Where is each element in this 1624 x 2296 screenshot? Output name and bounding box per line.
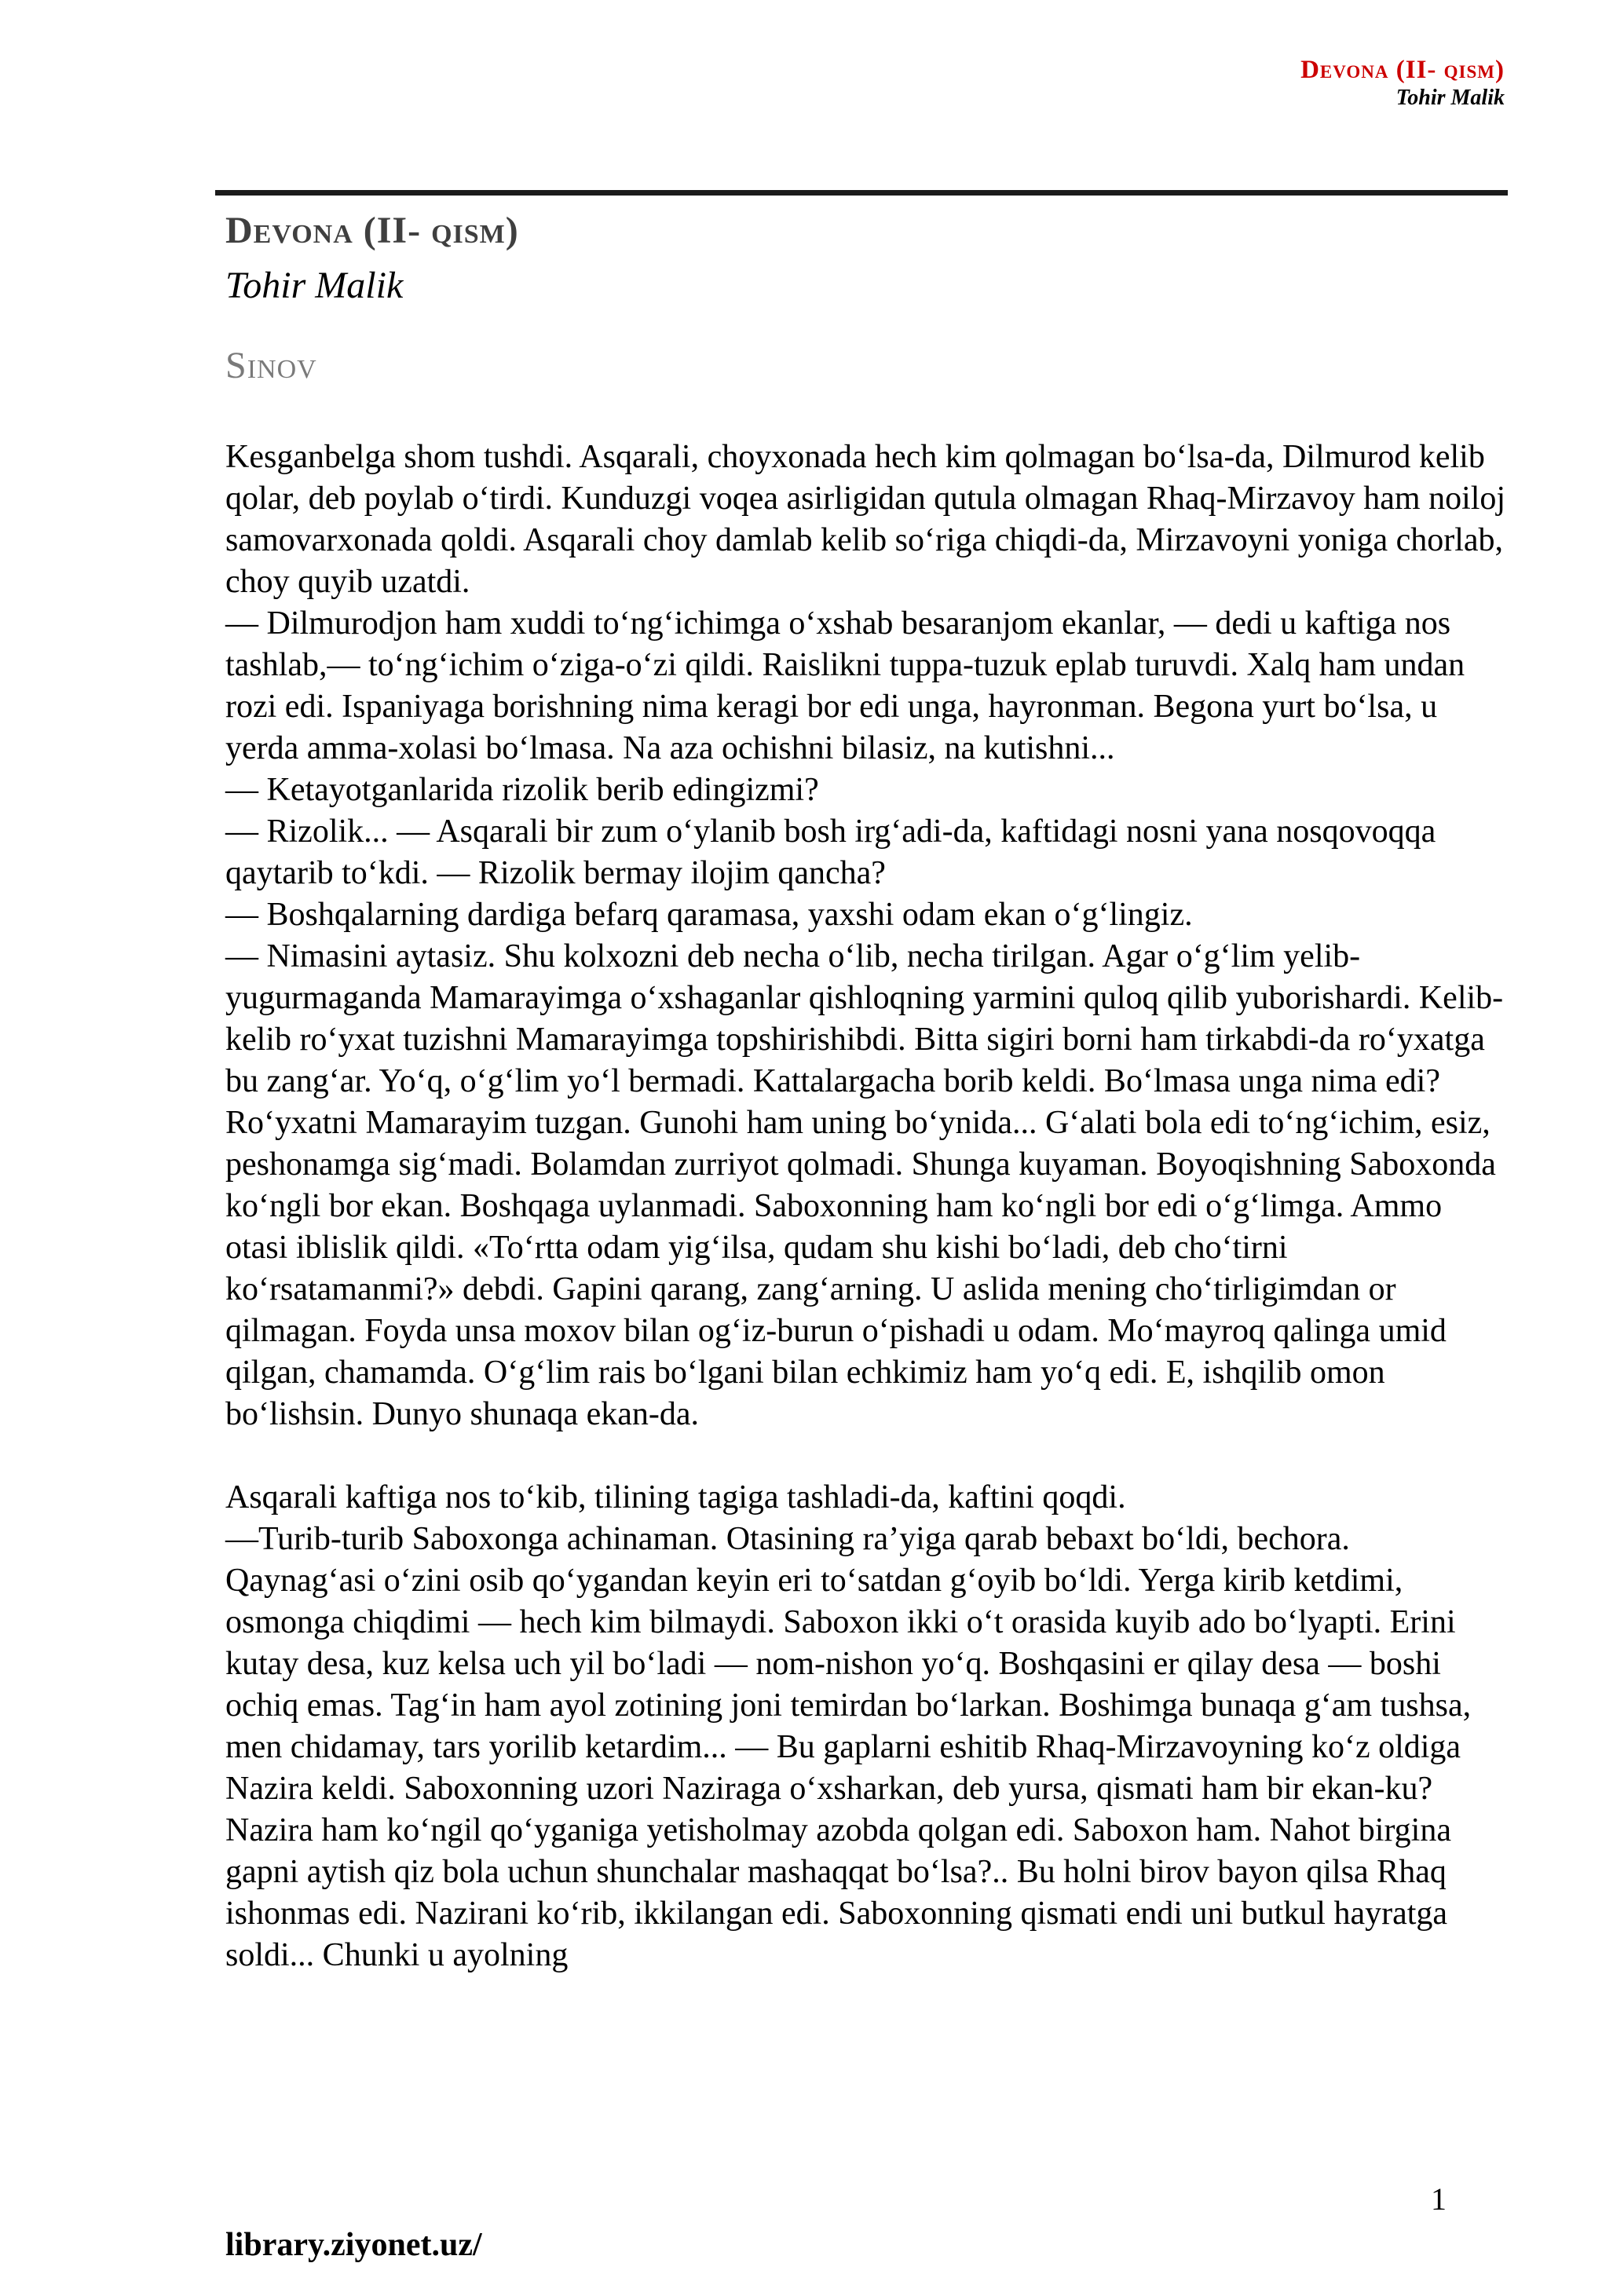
doc-author: Tohir Malik (225, 265, 404, 306)
body-paragraph: —Turib-turib Saboxonga achinaman. Otasining ra’yiga qarab bebaxt bo‘ldi, bechora. Qaynag‘asi o‘zini osib qo‘ygandan keyin eri to‘satdan g‘oyib bo‘ldi. Yerga kirib ketdimi, osmonga chiqdimi — hech kim bilmaydi. Saboxon ikki o‘t orasida kuyib ado bo‘lyapti. Erini kutay desa, kuz kelsa uch yil bo‘ladi — nom-nishon yo‘q. Boshqasini er qilay desa — boshi ochiq emas. Tag‘in ham ayol zotining joni temirdan bo‘larkan. Boshimga bunaqa g‘am tushsa, men chidamay, tars yorilib ketardim... — Bu gaplarni eshitib Rhaq-Mirzavoyning ko‘z oldiga Nazira keldi. Saboxonning uzori Naziraga o‘xsharkan, deb yursa, qismati ham bir ekan-ku? Nazira ham ko‘ngil qo‘yganiga yetisholmay azobda qolgan edi. Saboxon ham. Nahot birgina gapni aytish qiz bola uchun shunchalar mashaqqat bo‘lsa?.. Bu holni birov bayon qilsa Rhaq ishonmas edi. Nazirani ko‘rib, ikkilangan edi. Saboxonning qismati endi uni butkul hayratga soldi... Chunki u ayolning (225, 1521, 1472, 1973)
body-paragraph: Asqarali kaftiga nos to‘kib, tilining tagiga tashladi-da, kaftini qoqdi. (225, 1479, 1126, 1515)
running-header-title: Devona (II- qism) (1300, 56, 1505, 84)
section-heading: Sinov (225, 345, 317, 386)
page-title: Devona (II- qism) (225, 210, 519, 251)
paragraph-spacer (225, 1435, 1508, 1477)
body-paragraph: — Boshqalarning dardiga befarq qaramasa, yaxshi odam ekan o‘g‘lingiz. (225, 897, 1193, 933)
body-paragraph: — Dilmurodjon ham xuddi to‘ng‘ichimga o‘xshab besaranjom ekanlar, — dedi u kaftiga nos tashlab,— to‘ng‘ichim o‘ziga-o‘zi qildi. Raislikni tuppa-tuzuk eplab turuvdi. Xalq ham undan rozi edi. Ispaniyaga borishning nima keragi bor edi unga, hayronman. Begona yurt bo‘lsa, u yerda amma-xolasi bo‘lmasa. Na aza ochishni bilasiz, na kutishni... (225, 605, 1465, 766)
body-text (225, 437, 1508, 1976)
body-paragraph: — Nimasini aytasiz. Shu kolxozni deb necha o‘lib, necha tirilgan. Agar o‘g‘lim yelib-yugurmaganda Mamarayimga o‘xshaganlar qishloqning yarmini quloq qilib yuborishardi. Kelib-kelib ro‘yxat tuzishni Mamarayimga topshirishibdi. Bitta sigiri borni ham tirkabdi-da ro‘yxatga bu zang‘ar. Yo‘q, o‘g‘lim yo‘l bermadi. Kattalargacha borib keldi. Bo‘lmasa unga nima edi? Ro‘yxatni Mamarayim tuzgan. Gunohi ham uning bo‘ynida... G‘alati bola edi to‘ng‘ichim, esiz, peshonamga sig‘madi. Bolamdan zurriyot qolmadi. Shunga kuyaman. Boyoqishning Saboxonda ko‘ngli bor ekan. Boshqaga uylanmadi. Saboxonning ham ko‘ngli bor edi o‘g‘limga. Ammo otasi iblislik qildi. «To‘rtta odam yig‘ilsa, qudam shu kishi bo‘ladi, deb cho‘tirni ko‘rsatamanmi?» debdi. Gapini qarang, zang‘arning. U aslida mening cho‘tirligimdan or qilmagan. Foyda unsa moxov bilan og‘iz-burun o‘pishadi u odam. Mo‘mayroq qalinga umid qilgan, chamamda. O‘g‘lim rais bo‘lgani bilan echkimiz ham yo‘q edi. E, ishqilib omon bo‘lishsin. Dunyo shunaqa ekan-da. (225, 938, 1504, 1432)
body-paragraph: Kesganbelga shom tushdi. Asqarali, choyxonada hech kim qolmagan bo‘lsa-da, Dilmurod kelib qolar, deb poylab o‘tirdi. Kunduzgi voqea asirligidan qutula olmagan Rhaq-Mirzavoy ham noiloj samovarxonada qoldi. Asqarali choy damlab kelib so‘riga chiqdi-da, Mirzavoyni yoniga chorlab, choy quyib uzatdi. (225, 439, 1506, 600)
running-header-author: Tohir Malik (1395, 86, 1505, 110)
header-rule-divider (215, 190, 1508, 196)
body-paragraph: — Ketayotganlarida rizolik berib edingizmi? (225, 772, 819, 808)
body-paragraph: — Rizolik... — Asqarali bir zum o‘ylanib bosh irg‘adi-da, kaftidagi nosni yana nosqovoqqa qaytarib to‘kdi. — Rizolik bermay ilojim qancha? (225, 813, 1436, 891)
footer-site-link: library.ziyonet.uz/ (225, 2227, 482, 2263)
page-number: 1 (1431, 2181, 1447, 2217)
running-header (1300, 55, 1505, 111)
